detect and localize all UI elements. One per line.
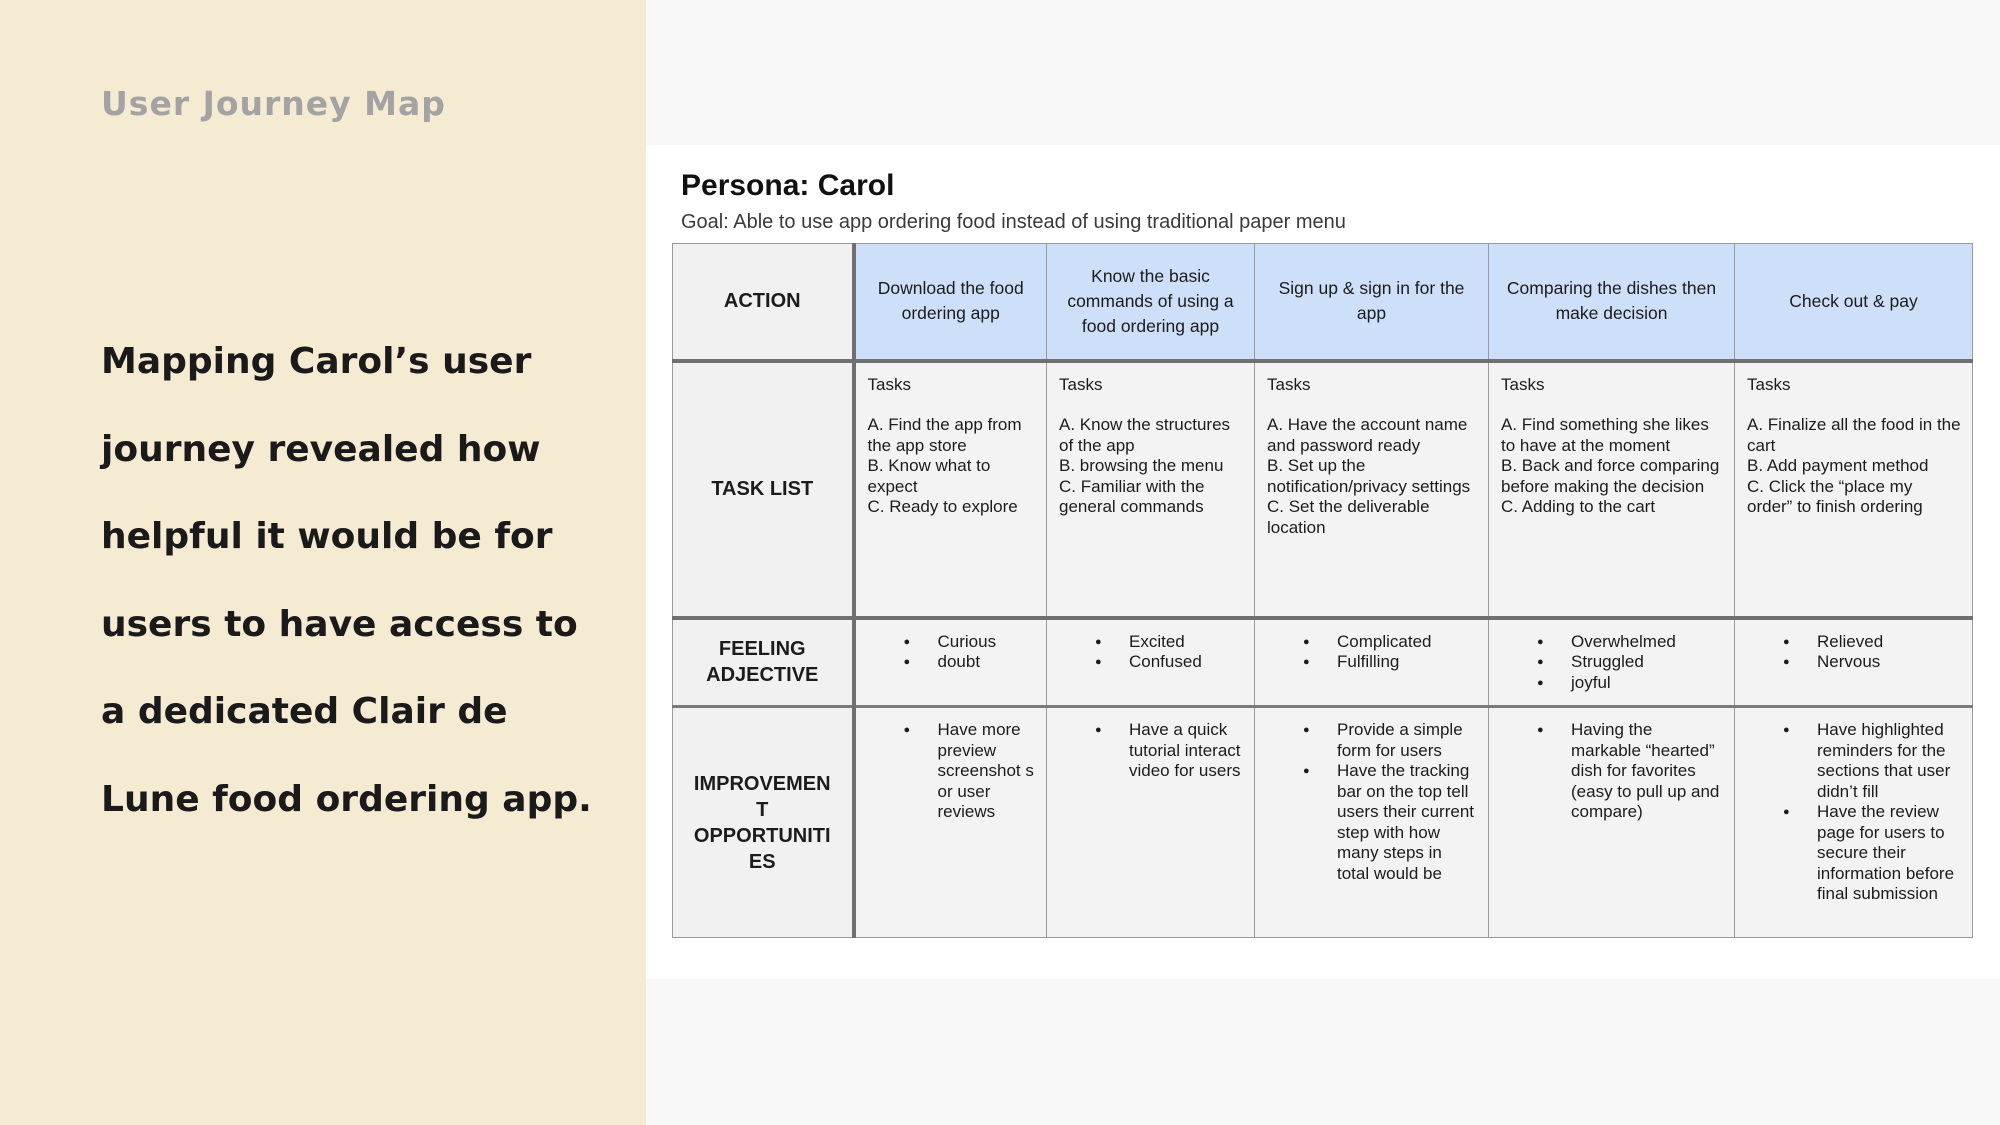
feeling-row (673, 618, 1973, 707)
task-heading: Tasks (1501, 374, 1545, 394)
task-list: A. Know the structures of the app B. browsing the menu C. Familiar with the general commands (1059, 415, 1231, 516)
feeling-cell (1735, 618, 1973, 707)
persona-name: Persona: Carol (681, 169, 895, 202)
right-area (646, 0, 2000, 1125)
improvement-item: ● Have a quick tutorial interact video for users (1095, 720, 1243, 782)
feeling-item: ● Nervous (1783, 652, 1961, 673)
task-list: A. Have the account name and password ready B. Set up the notification/privacy settings C. Set the deliverable location (1267, 415, 1471, 537)
improvement-row (673, 707, 1973, 938)
row-label-action: ACTION (673, 244, 854, 361)
improvement-cell (1489, 707, 1735, 938)
action-cell: Check out & pay (1735, 244, 1973, 361)
persona-goal: Goal: Able to use app ordering food instead of using traditional paper menu (681, 211, 1346, 233)
row-label-improvement: IMPROVEMEN T OPPORTUNITI ES (673, 707, 854, 938)
task-heading: Tasks (1747, 374, 1791, 394)
task-cell (1255, 361, 1489, 618)
improvement-item: ● Having the markable “hearted” dish for favorites (easy to pull up and compare) (1537, 720, 1723, 823)
task-list: A. Find the app from the app store B. Know what to expect C. Ready to explore (867, 415, 1022, 516)
action-cell: Sign up & sign in for the app (1255, 244, 1489, 361)
feeling-item: ● Curious (904, 632, 1036, 653)
task-list: A. Finalize all the food in the cart B. Add payment method C. Click the “place my order” to finish ordering (1747, 415, 1961, 516)
action-cell: Comparing the dishes then make decision (1489, 244, 1735, 361)
feeling-item: ● joyful (1537, 673, 1723, 694)
left-panel (0, 0, 646, 1125)
feeling-item: ● Relieved (1783, 632, 1961, 653)
improvement-cell (1255, 707, 1489, 938)
task-heading: Tasks (867, 374, 911, 394)
task-heading: Tasks (1267, 374, 1311, 394)
action-cell: Download the food ordering app (854, 244, 1047, 361)
task-cell (1489, 361, 1735, 618)
task-cell (854, 361, 1047, 618)
feeling-item: ● Excited (1095, 632, 1243, 653)
task-row (673, 361, 1973, 618)
task-heading: Tasks (1059, 374, 1103, 394)
slide-title: User Journey Map (101, 84, 446, 123)
improvement-item: ● Have more preview screenshot s or user reviews (904, 720, 1036, 823)
journey-table (672, 243, 1973, 938)
row-label-feeling: FEELING ADJECTIVE (673, 618, 854, 707)
feeling-cell (854, 618, 1047, 707)
feeling-item: ● Confused (1095, 652, 1243, 673)
feeling-item: ● Struggled (1537, 652, 1723, 673)
feeling-item: ● Overwhelmed (1537, 632, 1723, 653)
improvement-item: ● Have highlighted reminders for the sections that user didn’t fill (1783, 720, 1961, 802)
improvement-cell (854, 707, 1047, 938)
row-label-tasks: TASK LIST (673, 361, 854, 618)
action-row (673, 244, 1973, 361)
improvement-item: ● Have the review page for users to secure their information before final submission (1783, 802, 1961, 905)
feeling-cell (1255, 618, 1489, 707)
improvement-item: ● Provide a simple form for users (1303, 720, 1477, 761)
feeling-item: ● doubt (904, 652, 1036, 673)
improvement-item: ● Have the tracking bar on the top tell users their current step with how many steps in total would be (1303, 761, 1477, 884)
improvement-cell (1047, 707, 1255, 938)
feeling-cell (1489, 618, 1735, 707)
feeling-item: ● Complicated (1303, 632, 1477, 653)
task-cell (1735, 361, 1973, 618)
feeling-cell (1047, 618, 1255, 707)
task-list: A. Find something she likes to have at the moment B. Back and force comparing before making the decision C. Adding to the cart (1501, 415, 1720, 516)
task-cell (1047, 361, 1255, 618)
action-cell: Know the basic commands of using a food ordering app (1047, 244, 1255, 361)
summary-text: Mapping Carol’s user journey revealed how helpful it would be for users to have access to a dedicated Clair de Lune food ordering app. (101, 341, 592, 820)
journey-card (646, 145, 2000, 979)
improvement-cell (1735, 707, 1973, 938)
feeling-item: ● Fulfilling (1303, 652, 1477, 673)
